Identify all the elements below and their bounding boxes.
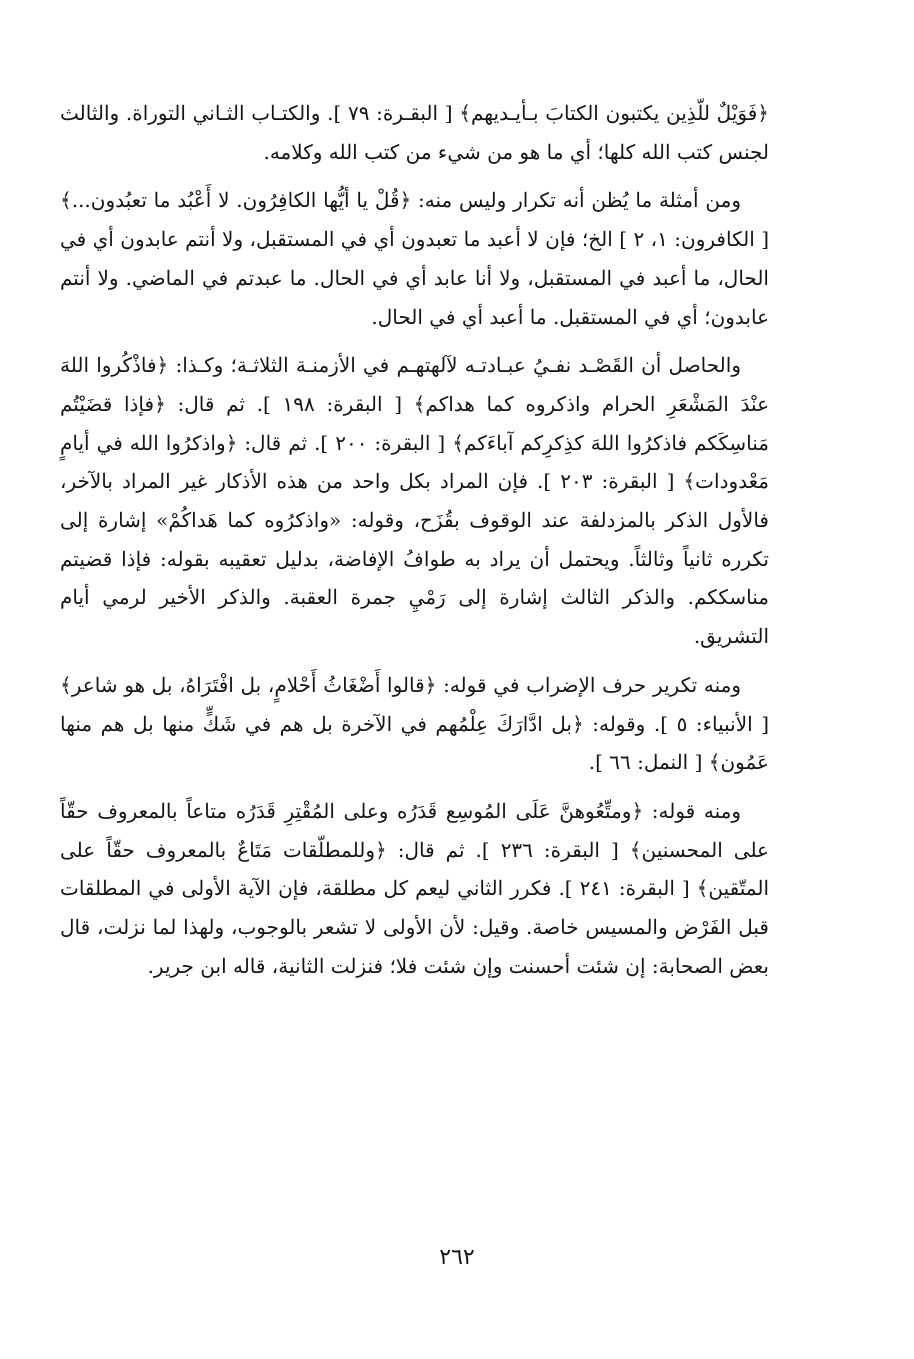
paragraph-mutallaqat: ومنه قوله: ﴿ومتِّعُوهنَّ عَلَى المُوسِع قَدَرُه وعلى المُقْتِرِ قَدَرُه متاعاً بالمعروف حقّاً على المحسنين﴾ [ البقرة: ٢٣٦ ]. ثم قال: ﴿وللمطلّقات مَتَاعٌ بالمعروف حقّاً على المتّقين﴾ [ البقرة: ٢٤١ ]. فكرر الثاني ليعم كل مطلقة، فإن الآية الأولى في المطلقات قبل الفَرْض والمسيس خاصة. وقيل: لأن الأولى لا تشعر بالوجوب، ولهذا لما نزلت، قال بعض الصحابة: إن شئت أحسنت وإن شئت فلا؛ فنزلت الثانية، قاله ابن جرير. — [60, 798, 770, 978]
paragraph-dhikr: والحاصل أن القَصْـد نفـيُ عبـادتـه لآلهتهـم في الأزمنـة الثلاثـة؛ وكـذا: ﴿فاذْكُروا اللهَ عنْدَ المَشْعَرِ الحرام واذكروه كما هداكم﴾ [ البقرة: ١٩٨ ]. ثم قال: ﴿فإذا قضَيْتُم مَناسِكَكم فاذكرُوا اللهَ كذِكرِكم آباءَكم﴾ [ البقرة: ٢٠٠ ]. ثم قال: ﴿واذكرُوا الله في أيامٍ مَعْدودات﴾ [ البقرة: ٢٠٣ ]. فإن المراد بكل واحد من هذه الأذكار غير المراد بالآخر، فالأول الذكر بالمزدلفة عند الوقوف بقُزَح، وقوله: «واذكرُوه كما هَداكُمْ» إشارة إلى تكرره ثانياً وثالثاً. ويحتمل أن يراد به طوافُ الإفاضة، بدليل تعقيبه بقوله: فإذا قضيتم مناسككم. والذكر الثالث إشارة إلى رَمْيِ جمرة العقبة. والذكر الأخير لرمي أيام التشريق. — [60, 353, 770, 649]
paragraph-kafirun: ومن أمثلة ما يُظن أنه تكرار وليس منه: ﴿قُلْ يا أيُّها الكافِرُون. لا أَعْبُد ما تعبُدون...﴾ [ الكافرون: ١، ٢ ] الخ؛ فإن لا أعبد ما تعبدون أي في المستقبل، ولا أنتم عابدون أي في الحال، ما أعبد في المستقبل، ولا أنا عابد أي في الحال. ما عبدتم في الماضي. ولا أنتم عابدون؛ أي في المستقبل. ما أعبد أي في الحال. — [60, 188, 769, 329]
paragraph-idrab: ومنه تكرير حرف الإضراب في قوله: ﴿قالوا أَضْغَاثُ أَحْلامٍ، بل افْتَرَاهُ، بل هو شاعر﴾ [ الأنبياء: ٥ ]. وقوله: ﴿بل ادَّارَكَ عِلْمُهم في الآخرة بل هم في شَكٍّ منها بل هم منها عَمُون﴾ [ النمل: ٦٦ ]. — [60, 672, 770, 775]
body-text — [60, 94, 769, 985]
paragraph-continuation: ﴿فَوَيْلٌ للّذِين يكتبون الكتابَ بـأيـديهم﴾ [ البقـرة: ٧٩ ]. والكتـاب الثـاني التوراة. والثالث لجنس كتب الله كلها؛ أي ما هو من شيء من كتب الله وكلامه. — [60, 101, 769, 164]
page-number: ٢٦٢ — [439, 1245, 475, 1270]
